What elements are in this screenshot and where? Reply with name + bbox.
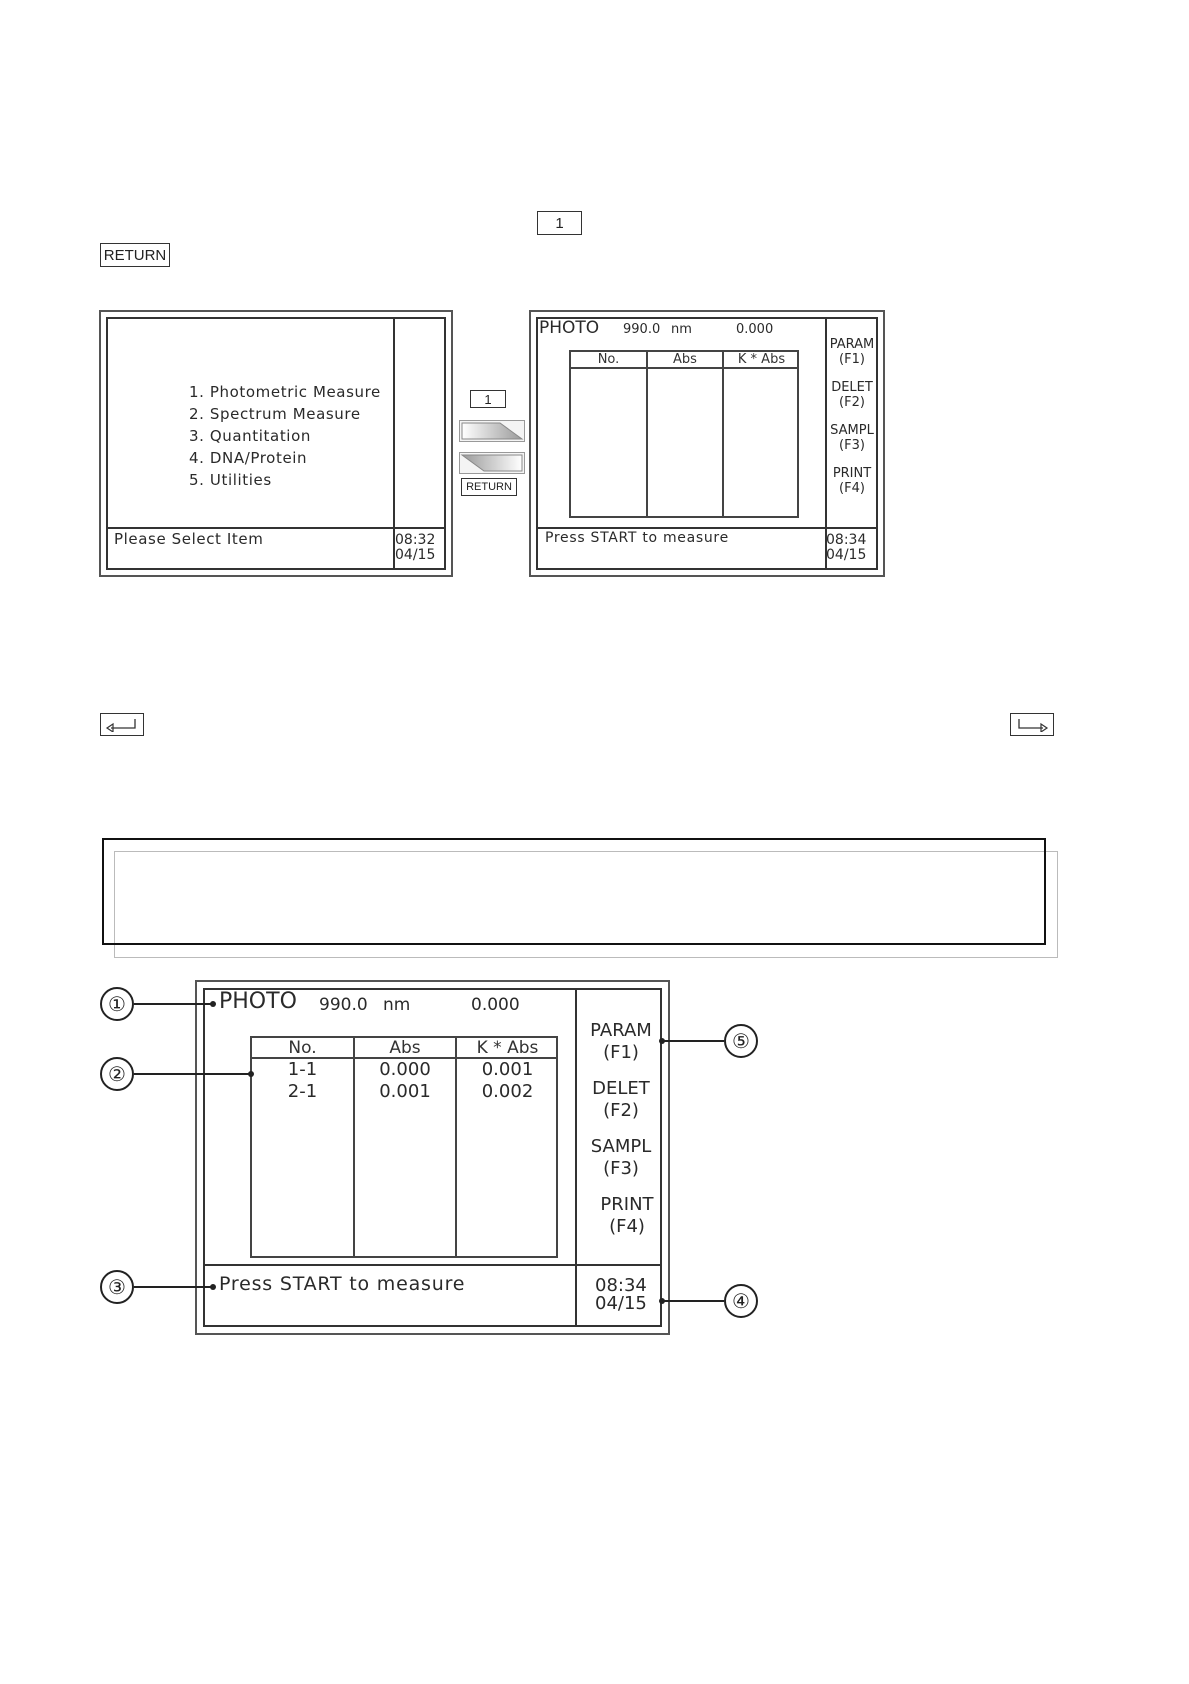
fn-delet-name: DELET: [831, 380, 873, 395]
callout-1: ①: [100, 987, 134, 1021]
fn-delet[interactable]: [819, 380, 885, 410]
fn-print-name: PRINT: [832, 466, 872, 481]
mode-label: PHOTO: [219, 989, 297, 1014]
col-header-kabs: K * Abs: [737, 352, 786, 367]
fn-param[interactable]: [819, 337, 885, 367]
results-table: [250, 1036, 558, 1258]
col-header-no: No.: [597, 352, 620, 367]
leader-5: [662, 1040, 724, 1042]
key-1-transition: 1: [470, 390, 506, 408]
leader-1: [134, 1003, 212, 1005]
table-row-2-no: 2-1: [287, 1081, 318, 1102]
menu-item-utilities[interactable]: 5. Utilities: [189, 471, 272, 489]
status-text: Please Select Item: [114, 530, 264, 548]
fn-sampl[interactable]: [573, 1136, 669, 1180]
fn-print[interactable]: [579, 1194, 675, 1238]
fn-param-name: PARAM: [829, 337, 875, 352]
forward-arrow-button: [459, 420, 525, 442]
menu-item-photometric[interactable]: 1. Photometric Measure: [189, 383, 381, 401]
fn-sampl-name: SAMPL: [830, 423, 874, 438]
leader-3-dot: [210, 1284, 216, 1290]
fn-delet[interactable]: [573, 1078, 669, 1122]
fn-delet-key: (F2): [603, 1100, 639, 1121]
fn-print[interactable]: [819, 466, 885, 496]
fn-print-key: (F4): [839, 481, 865, 496]
menu-item-dna-protein[interactable]: 4. DNA/Protein: [189, 449, 308, 467]
status-text: Press START to measure: [545, 530, 729, 546]
wavelength-unit: nm: [383, 995, 411, 1015]
fn-sampl[interactable]: [819, 423, 885, 453]
col-header-abs: Abs: [673, 352, 697, 367]
clock-time: 08:32: [395, 532, 436, 548]
callout-3: ③: [100, 1270, 134, 1304]
wavelength-value: 990.0: [319, 995, 368, 1015]
table-row-1-kabs: 0.001: [481, 1059, 534, 1080]
callout-2: ②: [100, 1057, 134, 1091]
results-table: [569, 350, 799, 518]
wavelength-value: 990.0: [623, 322, 661, 337]
leader-2: [134, 1073, 250, 1075]
reading-value: 0.000: [471, 995, 520, 1015]
leader-4-dot: [659, 1298, 665, 1304]
callout-5: ⑤: [724, 1024, 758, 1058]
leader-4: [662, 1300, 724, 1302]
status-text: Press START to measure: [219, 1273, 466, 1295]
fn-param-name: PARAM: [590, 1020, 652, 1041]
fn-sampl-key: (F3): [839, 438, 865, 453]
callout-4: ④: [724, 1284, 758, 1318]
fn-param-key: (F1): [603, 1042, 639, 1063]
table-row-2-kabs: 0.002: [481, 1081, 534, 1102]
enter-left-key: [100, 713, 144, 736]
leader-3: [134, 1286, 212, 1288]
arrow-left-icon: [460, 453, 524, 473]
mode-label: PHOTO: [539, 318, 600, 338]
photo-screen-small: [529, 310, 885, 577]
fn-print-name: PRINT: [600, 1194, 654, 1215]
back-arrow-button: [459, 452, 525, 474]
clock-date: 04/15: [595, 1293, 647, 1314]
enter-left-icon: [105, 718, 139, 732]
fn-param[interactable]: [573, 1020, 669, 1064]
table-row-1-no: 1-1: [287, 1059, 318, 1080]
key-return-transition: RETURN: [461, 478, 517, 496]
col-header-kabs: K * Abs: [476, 1038, 539, 1058]
fn-param-key: (F1): [839, 352, 865, 367]
enter-right-icon: [1015, 718, 1049, 732]
clock-date: 04/15: [395, 547, 436, 563]
leader-1-dot: [210, 1001, 216, 1007]
fn-sampl-key: (F3): [603, 1158, 639, 1179]
col-header-no: No.: [288, 1038, 317, 1058]
leader-2-dot: [248, 1071, 254, 1077]
clock-date: 04/15: [826, 547, 867, 563]
col-header-abs: Abs: [389, 1038, 421, 1058]
table-row-1-abs: 0.000: [379, 1059, 431, 1080]
clock-time: 08:34: [826, 532, 867, 548]
arrow-right-icon: [460, 421, 524, 441]
menu-item-spectrum[interactable]: 2. Spectrum Measure: [189, 405, 361, 423]
note-box: [102, 838, 1046, 945]
main-menu-screen: [99, 310, 453, 577]
leader-5-dot: [659, 1038, 665, 1044]
menu-item-quantitation[interactable]: 3. Quantitation: [189, 427, 311, 445]
clock-time: 08:34: [595, 1275, 647, 1296]
wavelength-unit: nm: [671, 322, 692, 337]
key-return-inline: RETURN: [100, 243, 170, 267]
fn-sampl-name: SAMPL: [590, 1136, 652, 1157]
enter-right-key: [1010, 713, 1054, 736]
menu-list: [189, 381, 381, 491]
fn-delet-key: (F2): [839, 395, 865, 410]
fn-delet-name: DELET: [592, 1078, 650, 1099]
fn-print-key: (F4): [609, 1216, 645, 1237]
table-row-2-abs: 0.001: [379, 1081, 431, 1102]
reading-value: 0.000: [736, 322, 774, 337]
photo-screen-large: [195, 980, 670, 1335]
key-1-inline: 1: [537, 211, 582, 235]
